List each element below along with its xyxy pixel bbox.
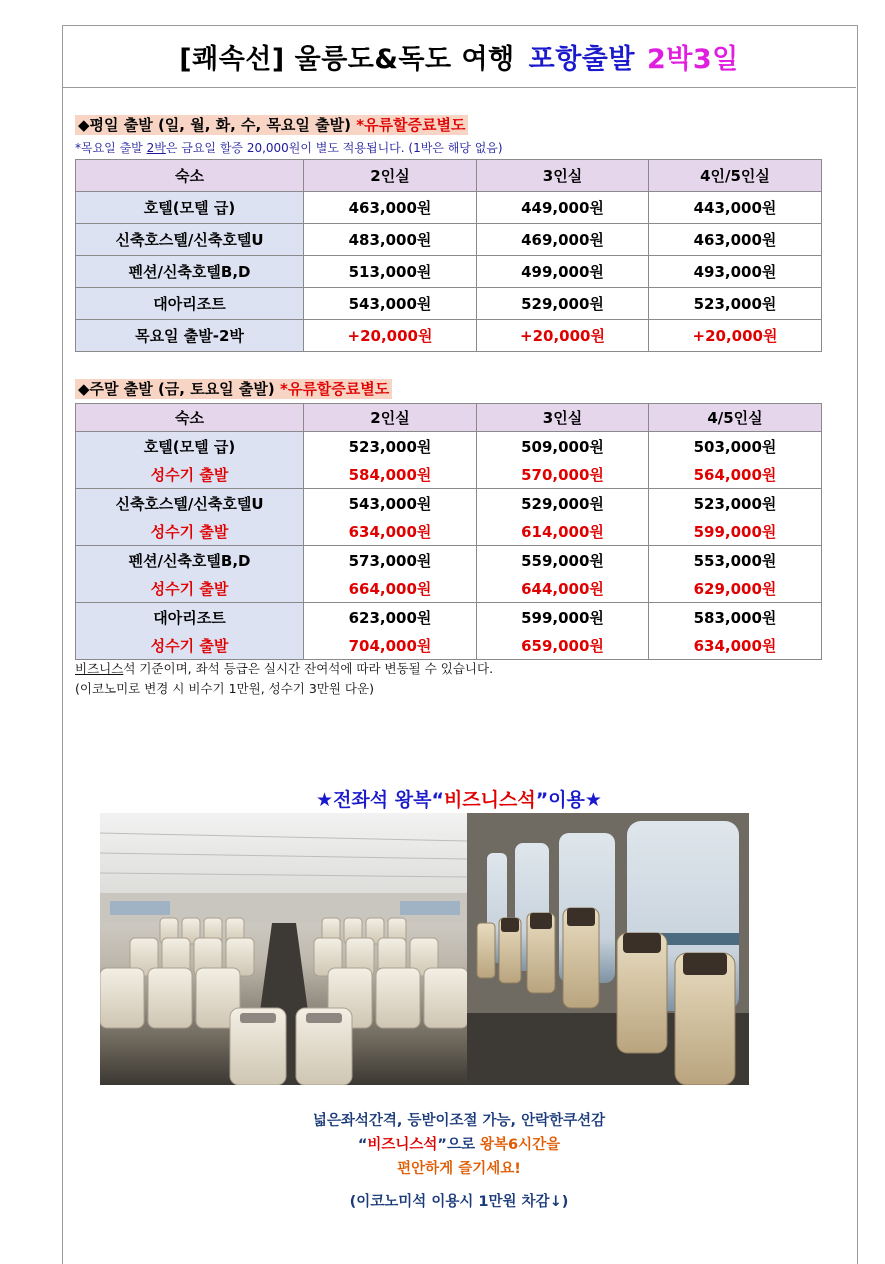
table-row-peak xyxy=(76,517,822,546)
row-label: 펜션/신축호텔B,D xyxy=(76,256,304,288)
table-header-row xyxy=(76,404,822,432)
thursday-note xyxy=(75,139,503,156)
peak-label: 성수기 출발 xyxy=(76,460,304,489)
price-cell: 523,000원 xyxy=(649,288,822,320)
price-cell: 513,000원 xyxy=(304,256,477,288)
peak-price-cell: 614,000원 xyxy=(477,517,649,546)
table-row xyxy=(76,603,822,632)
table-row-peak xyxy=(76,460,822,489)
peak-price-cell: 599,000원 xyxy=(649,517,822,546)
price-cell: 463,000원 xyxy=(649,224,822,256)
enjoy-line: 편안하게 즐기세요! xyxy=(397,1161,521,1177)
price-cell: 583,000원 xyxy=(649,603,822,632)
peak-price-cell: 664,000원 xyxy=(304,574,477,603)
surcharge-cell: +20,000원 xyxy=(477,320,649,352)
peak-price-cell: 634,000원 xyxy=(304,517,477,546)
promo-business: 비즈니스석 xyxy=(443,789,536,811)
price-cell: 523,000원 xyxy=(649,489,822,518)
price-cell: 449,000원 xyxy=(477,192,649,224)
row-label: 대아리조트 xyxy=(76,288,304,320)
page-title xyxy=(62,25,856,88)
weekday-fuel-note: *유류할증료별도 xyxy=(356,116,466,134)
seat-class-note xyxy=(75,659,493,699)
price-cell: 559,000원 xyxy=(477,546,649,575)
price-cell: 509,000원 xyxy=(477,432,649,461)
quote-close: ”으로 xyxy=(437,1137,481,1153)
thursday-note-post: 은 금요일 할증 20,000원이 별도 적용됩니다. (1박은 해당 없음) xyxy=(165,141,503,155)
table-row-peak xyxy=(76,631,822,660)
price-cell: 623,000원 xyxy=(304,603,477,632)
header-lodging: 숙소 xyxy=(76,160,304,192)
surcharge-cell: +20,000원 xyxy=(304,320,477,352)
cabin-seats-photo xyxy=(100,813,467,1085)
header-triple: 3인실 xyxy=(477,404,649,432)
seat-note-line1: 석 기준이며, 좌석 등급은 실시간 잔여석에 따라 변동될 수 있습니다. xyxy=(123,661,494,676)
business-seat-word: 비즈니스석 xyxy=(367,1137,438,1153)
row-label: 펜션/신축호텔B,D xyxy=(76,546,304,575)
title-part1: [쾌속선] 울릉도&독도 여행 xyxy=(179,43,515,75)
weekday-heading xyxy=(75,114,468,135)
surcharge-cell: +20,000원 xyxy=(649,320,822,352)
row-label: 호텔(모텔 급) xyxy=(76,432,304,461)
promo-title xyxy=(62,785,856,812)
weekend-heading-text: ◆주말 출발 (금, 토요일 출발) xyxy=(78,380,275,398)
header-double: 2인실 xyxy=(304,404,477,432)
peak-price-cell: 634,000원 xyxy=(649,631,822,660)
peak-price-cell: 659,000원 xyxy=(477,631,649,660)
peak-price-cell: 570,000원 xyxy=(477,460,649,489)
price-cell: 443,000원 xyxy=(649,192,822,224)
row-label: 호텔(모텔 급) xyxy=(76,192,304,224)
price-cell: 503,000원 xyxy=(649,432,822,461)
title-departure: 포항출발 xyxy=(528,43,635,75)
table-row xyxy=(76,432,822,461)
table-row xyxy=(76,546,822,575)
header-quad: 4/5인실 xyxy=(649,404,822,432)
row-label: 신축호스텔/신축호텔U xyxy=(76,489,304,518)
peak-label: 성수기 출발 xyxy=(76,574,304,603)
table-header-row xyxy=(76,160,822,192)
seat-note-line2: (이코노미로 변경 시 비수기 1만원, 성수기 3만원 다운) xyxy=(75,681,374,696)
business-word: 비즈니스 xyxy=(75,661,124,676)
table-row xyxy=(76,320,822,352)
weekend-fuel-note: *유류할증료별도 xyxy=(279,380,390,398)
table-row xyxy=(76,192,822,224)
price-cell: 543,000원 xyxy=(304,288,477,320)
weekday-heading-text: ◆평일 출발 (일, 월, 화, 수, 목요일 출발) xyxy=(78,116,351,134)
window-seats-illustration xyxy=(467,813,749,1085)
comfort-line: 넓은좌석간격, 등받이조절 가능, 안락한쿠션감 xyxy=(312,1113,606,1129)
header-double: 2인실 xyxy=(304,160,477,192)
price-cell: 493,000원 xyxy=(649,256,822,288)
price-cell: 543,000원 xyxy=(304,489,477,518)
peak-price-cell: 644,000원 xyxy=(477,574,649,603)
round-trip-hours: 왕복6시간을 xyxy=(480,1137,561,1153)
weekend-price-table xyxy=(75,403,822,660)
price-cell: 499,000원 xyxy=(477,256,649,288)
header-triple: 3인실 xyxy=(477,160,649,192)
price-cell: 599,000원 xyxy=(477,603,649,632)
price-cell: 529,000원 xyxy=(477,288,649,320)
weekday-price-table xyxy=(75,159,822,352)
peak-label: 성수기 출발 xyxy=(76,517,304,546)
price-cell: 523,000원 xyxy=(304,432,477,461)
row-label: 신축호스텔/신축호텔U xyxy=(76,224,304,256)
promo-post: ”이용★ xyxy=(535,789,602,811)
row-label: 목요일 출발-2박 xyxy=(76,320,304,352)
peak-price-cell: 584,000원 xyxy=(304,460,477,489)
header-quad: 4인/5인실 xyxy=(649,160,822,192)
peak-price-cell: 564,000원 xyxy=(649,460,822,489)
promo-pre: ★전좌석 왕복“ xyxy=(316,789,444,811)
header-lodging: 숙소 xyxy=(76,404,304,432)
title-duration: 2박3일 xyxy=(646,43,739,75)
price-cell: 463,000원 xyxy=(304,192,477,224)
window-seats-photo xyxy=(467,813,749,1085)
cabin-seats-illustration xyxy=(100,813,467,1085)
price-cell: 529,000원 xyxy=(477,489,649,518)
table-row xyxy=(76,224,822,256)
table-row xyxy=(76,489,822,518)
thursday-note-2nights: 2박 xyxy=(146,141,166,155)
peak-price-cell: 704,000원 xyxy=(304,631,477,660)
row-label: 대아리조트 xyxy=(76,603,304,632)
quote-open: “ xyxy=(357,1137,368,1153)
table-row-peak xyxy=(76,574,822,603)
price-cell: 573,000원 xyxy=(304,546,477,575)
price-cell: 469,000원 xyxy=(477,224,649,256)
peak-label: 성수기 출발 xyxy=(76,631,304,660)
weekend-heading xyxy=(75,378,392,399)
table-row xyxy=(76,288,822,320)
economy-discount-line: (이코노미석 이용시 1만원 차감↓) xyxy=(349,1194,569,1210)
price-cell: 553,000원 xyxy=(649,546,822,575)
peak-price-cell: 629,000원 xyxy=(649,574,822,603)
price-cell: 483,000원 xyxy=(304,224,477,256)
thursday-note-pre: *목요일 출발 xyxy=(75,141,147,155)
table-row xyxy=(76,256,822,288)
business-trip-line xyxy=(62,1133,856,1154)
